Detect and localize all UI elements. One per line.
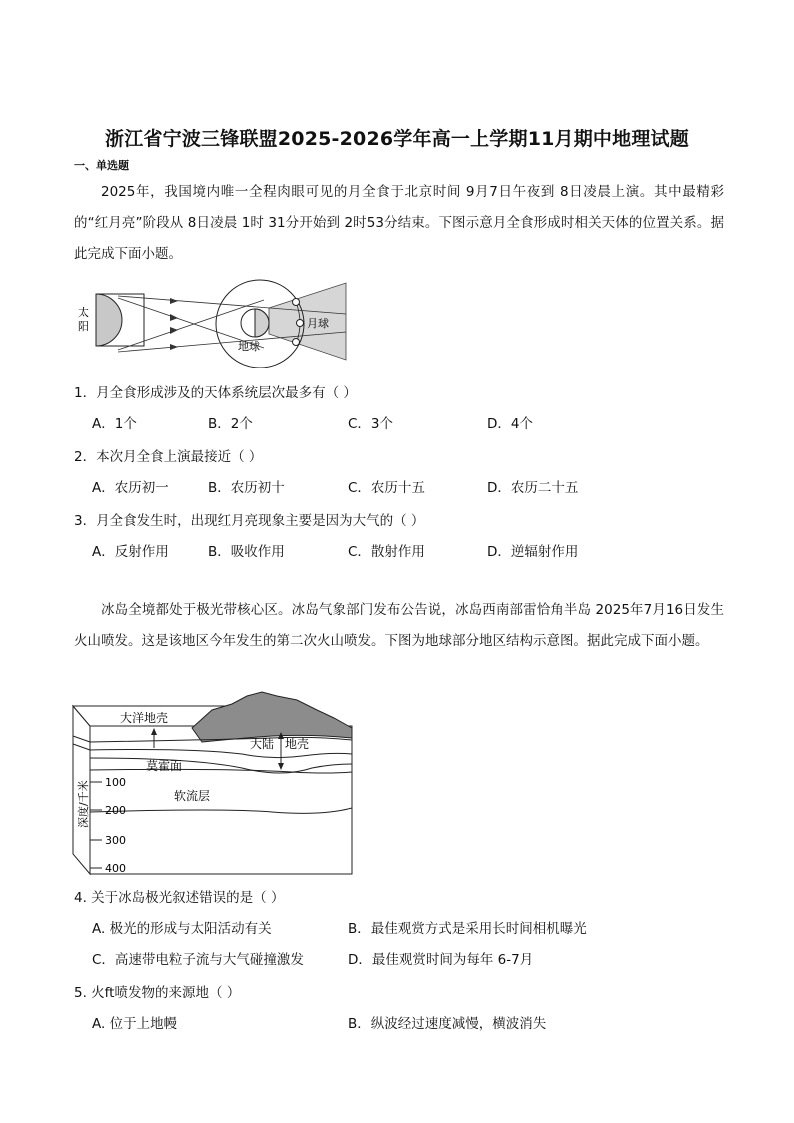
answer-option[interactable]: D．4个 (487, 416, 533, 432)
moon-position-3 (293, 339, 300, 346)
answer-option[interactable]: B．纵波经过速度减慢，横波消失 (348, 1016, 547, 1032)
question-stem: 5. 火ft喷发物的来源地（ ） (74, 985, 241, 1001)
eclipse-figure (74, 278, 354, 368)
moon-label: 月球 (307, 317, 329, 330)
answer-option[interactable]: A．反射作用 (92, 544, 169, 560)
moon-position-1 (293, 299, 300, 306)
earth-structure-figure (72, 688, 362, 878)
answer-option[interactable]: B．最佳观赏方式是采用长时间相机曝光 (348, 921, 587, 937)
passage-1: 2025年，我国境内唯一全程肉眼可见的月全食于北京时间 9月7日午夜到 8日凌晨上演。其中最精彩的“红月亮”阶段从 8日凌晨 1时 31分开始到 2时53分结束。下图示意月全食形成时相关天体的位置关系。据此完成下面小题。 (74, 184, 724, 262)
oceanic-crust-label: 大洋地壳 (120, 711, 169, 725)
exam-title: 浙江省宁波三锋联盟2025-2026学年高一上学期11月期中地理试题 (105, 128, 689, 150)
answer-option[interactable]: B．吸收作用 (208, 544, 285, 560)
sun-label-2: 阳 (78, 320, 89, 333)
moon-position-2 (297, 320, 304, 327)
answer-option[interactable]: B．农历初十 (208, 480, 285, 496)
ray-arrows (170, 298, 178, 350)
answer-option[interactable]: A. 极光的形成与太阳活动有关 (92, 921, 272, 937)
passage-2: 冰岛全境都处于极光带核心区。冰岛气象部门发布公告说，冰岛西南部雷恰角半岛 2025年7月16日发生火山喷发。这是该地区今年发生的第二次火山喷发。下图为地球部分地区结构示意图。据此完成下面小题。 (74, 602, 724, 649)
answer-option[interactable]: A．农历初一 (92, 480, 169, 496)
question-stem: 2．本次月全食上演最接近（ ） (74, 449, 263, 465)
answer-option[interactable]: D．逆辐射作用 (487, 544, 579, 560)
depth-tick-400: 400 (105, 862, 126, 875)
answer-option[interactable]: B．2个 (208, 416, 253, 432)
answer-option[interactable]: D．最佳观赏时间为每年 6-7月 (348, 952, 534, 968)
depth-axis-label: 深度/千米 (77, 780, 90, 828)
moho-label: 莫霍面 (146, 759, 183, 773)
asthenosphere-label: 软流层 (174, 789, 211, 803)
crust-label: 地壳 (285, 737, 310, 751)
answer-option[interactable]: A．1个 (92, 416, 137, 432)
depth-tick-300: 300 (105, 834, 126, 847)
answer-option[interactable]: C．农历十五 (348, 480, 425, 496)
answer-option[interactable]: C．3个 (348, 416, 394, 432)
answer-option[interactable]: A. 位于上地幔 (92, 1016, 178, 1032)
question-stem: 4. 关于冰岛极光叙述错误的是（ ） (74, 890, 285, 906)
sun-label-1: 太 (78, 306, 89, 319)
depth-tick-100: 100 (105, 776, 126, 789)
answer-option[interactable]: C．高速带电粒子流与大气碰撞激发 (92, 952, 304, 968)
continent-label: 大陆 (250, 737, 275, 751)
answer-option[interactable]: D．农历二十五 (487, 480, 579, 496)
section-heading: 一、单选题 (74, 159, 129, 172)
continent-mountain (192, 692, 352, 742)
depth-tick-200: 200 (105, 804, 126, 817)
question-stem: 1．月全食形成涉及的天体系统层次最多有（ ） (74, 385, 357, 401)
earth-label: 地球 (238, 340, 260, 353)
answer-option[interactable]: C．散射作用 (348, 544, 425, 560)
question-stem: 3．月全食发生时，出现红月亮现象主要是因为大气的（ ） (74, 513, 425, 529)
